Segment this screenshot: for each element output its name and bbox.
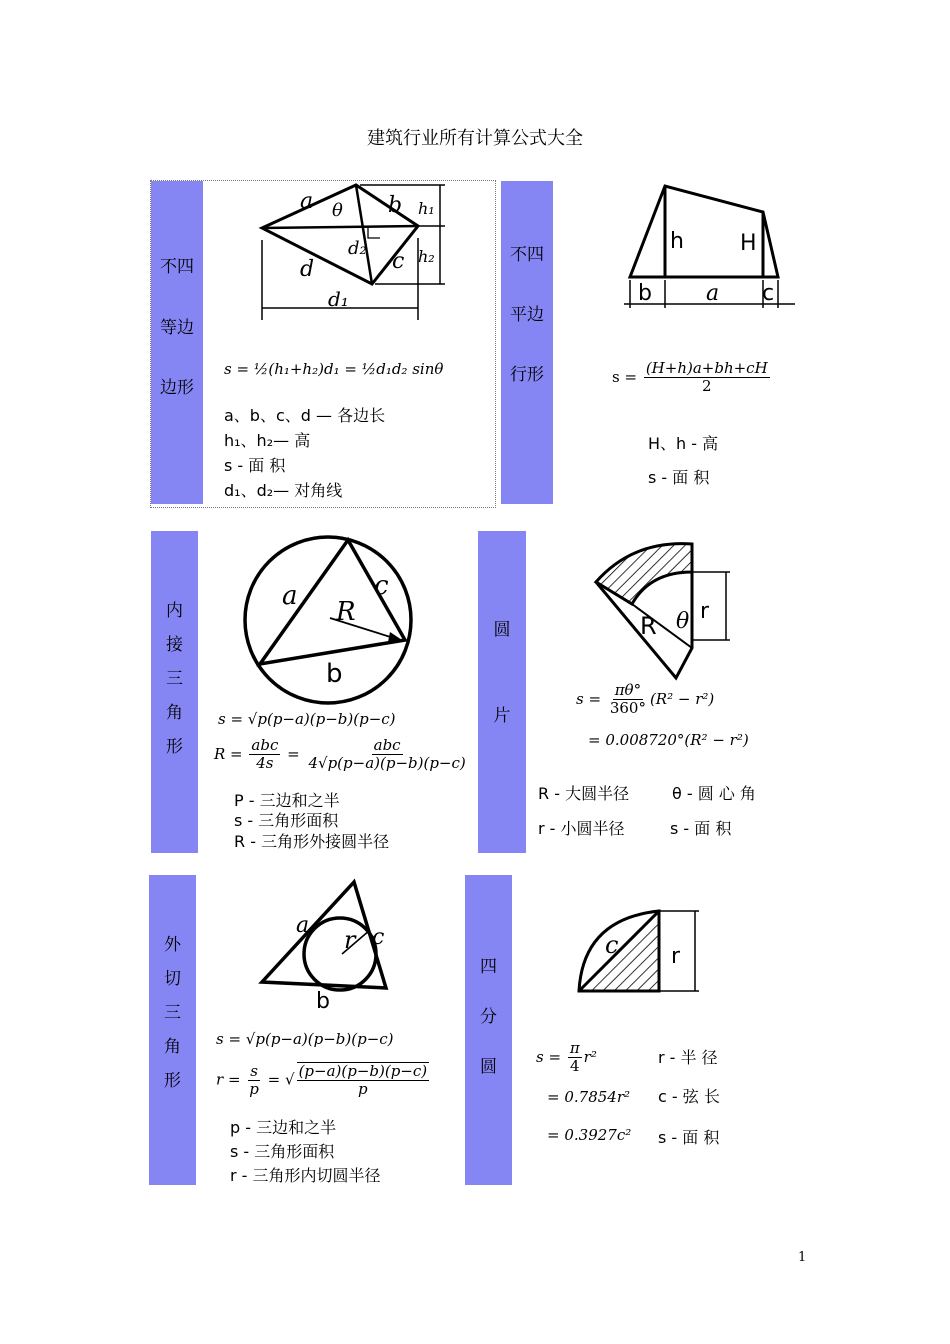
trap-label-band [501,181,553,504]
quarter-formula-num: π [569,1039,580,1057]
ring-legend-area: s - 面 积 [670,819,732,838]
page-number: 1 [798,1250,807,1265]
circum-area-formula: s = √p(p−a)(p−b)(p−c) [216,1030,394,1048]
trap-fig-b: b [638,281,652,306]
quarter-formula-den: 4 [569,1057,580,1076]
ring-fig-r: r [700,599,710,624]
inscribed-legend-p: P - 三边和之半 [234,791,340,810]
inscribed-label-5: 形 [166,737,183,757]
ring-formula-den: 360° [609,699,646,718]
ring-label-band [478,531,526,853]
circum-fig-c: c [372,925,385,950]
inscribed-fig-a: a [282,581,298,611]
quad-label-line-3: 边形 [160,378,194,398]
quad-fig-h1: h₁ [418,199,435,218]
trap-fig-H: H [740,231,757,256]
trap-fig-c: c [762,281,775,306]
trap-fig-a: a [706,281,720,306]
inscribed-legend-s: s - 三角形面积 [234,811,339,830]
ring-label-2: 片 [493,706,511,726]
trap-figure [620,180,800,310]
inscribed-label-4: 角 [166,703,183,723]
trap-fig-h: h [670,229,684,254]
inscribed-fig-b: b [326,659,343,689]
inscribed-radius-den2: 4√p(p−a)(p−b)(p−c) [308,754,466,773]
quad-fig-theta: θ [332,200,343,221]
ring-area-formula: s = $\frac{\pi\theta^\circ}{360^\circ}$ (R² − r²) [576,681,715,718]
quad-figure [240,180,450,320]
inscribed-label-band [151,531,198,853]
quad-fig-c: c [392,249,405,274]
trap-formula-denominator: 2 [701,377,712,396]
quad-fig-h2: h₂ [418,247,435,266]
circum-label-band [149,875,196,1185]
circum-legend-s: s - 三角形面积 [230,1142,335,1161]
inscribed-area-formula: s = √p(p−a)(p−b)(p−c) [218,710,396,728]
trap-legend-area: s - 面 积 [648,468,710,487]
quad-legend-sides: a、b、c、d — 各边长 [224,406,386,425]
ring-area-formula-numeric: = 0.008720°(R² − r²) [588,731,749,749]
document-title: 建筑行业所有计算公式大全 [367,128,583,149]
inscribed-radius-num2: abc [373,736,401,754]
trap-formula: s = $\frac{(H+h)a+bh+cH}{2}$ [612,359,768,396]
inscribed-radius-num1: abc [251,736,279,754]
quad-formula: s = ½(h₁+h₂)d₁ = ½d₁d₂ sinθ [224,360,444,378]
quad-fig-d1: d₁ [328,287,349,311]
circum-radius-den1: p [249,1079,259,1098]
quarter-label-3: 圆 [480,1057,497,1077]
circum-legend-p: p - 三边和之半 [230,1118,337,1137]
trap-formula-numerator: (H+h)a+bh+cH [645,359,768,377]
quad-label-line-1: 不四 [160,257,194,277]
circum-fig-a: a [296,913,310,938]
circum-fig-b: b [316,989,330,1014]
trap-legend-heights: H、h - 高 [648,434,719,453]
quarter-legend-r: r - 半 径 [658,1048,718,1067]
inscribed-label-2: 接 [166,635,183,655]
ring-legend-R: R - 大圆半径 [538,784,630,803]
trap-label-line-3: 行形 [510,365,544,385]
trap-label-line-2: 平边 [510,305,544,325]
quarter-figure [575,905,705,1005]
inscribed-legend-R: R - 三角形外接圆半径 [234,832,390,851]
quarter-label-1: 四 [480,957,497,977]
circum-label-1: 外 [164,935,181,955]
ring-fig-R: R [640,612,657,640]
ring-legend-theta: θ - 圆 心 角 [672,784,756,803]
circum-label-5: 形 [164,1071,181,1091]
quad-legend-area: s - 面 积 [224,456,286,475]
ring-legend-r: r - 小圆半径 [538,819,625,838]
inscribed-fig-R: R [336,597,356,627]
circum-radius-num1: s [250,1061,258,1080]
ring-formula-num: πθ° [614,681,642,699]
circum-label-2: 切 [164,969,181,989]
circum-radius-den2: p [358,1080,368,1099]
inscribed-radius-den1: 4s [256,754,274,773]
ring-figure [588,540,738,685]
circum-fig-r: r [344,926,356,954]
quarter-label-band [465,875,512,1185]
trap-label-line-1: 不四 [510,245,544,265]
quad-label-line-2: 等边 [160,318,194,338]
quad-fig-d2: d₂ [348,238,367,259]
circum-radius-formula: r = $\frac{s}{p}$ = √ $\frac{(p-a)(p-b)(p-c)}{p}$ [216,1061,428,1099]
quarter-area-formula-r: = 0.7854r² [547,1088,631,1106]
circum-label-3: 三 [164,1003,181,1023]
quarter-fig-c: c [605,931,619,959]
quad-legend-heights: h₁、h₂— 高 [224,431,311,450]
quad-fig-d: d [300,257,315,282]
inscribed-label-1: 内 [166,601,183,621]
circum-label-4: 角 [164,1037,181,1057]
ring-label-1: 圆 [493,620,511,640]
quarter-fig-r: r [671,944,681,969]
inscribed-fig-c: c [374,571,389,601]
inscribed-figure [240,532,416,708]
quarter-area-formula-c: = 0.3927c² [547,1126,632,1144]
circum-radius-num2: (p−a)(p−b)(p−c) [298,1062,428,1080]
quad-fig-a: a [300,189,314,214]
quarter-legend-c: c - 弦 长 [658,1087,720,1106]
quarter-area-formula: s = $\frac{\pi}{4}$ r² [536,1039,597,1076]
inscribed-label-3: 三 [166,669,183,689]
inscribed-radius-formula: R = $\frac{\text{abc}}{4s}$ = $\frac{\text{abc}}{4√p(p-a)(p-b)(p-c)}$ [214,736,466,773]
quarter-label-2: 分 [480,1007,497,1027]
quad-legend-diagonals: d₁、d₂— 对角线 [224,481,343,500]
circum-legend-r: r - 三角形内切圆半径 [230,1166,381,1185]
ring-fig-theta: θ [676,609,690,634]
circum-figure [258,880,398,1014]
quarter-legend-s: s - 面 积 [658,1128,720,1147]
ring-formula-tail: (R² − r²) [649,689,715,708]
quad-fig-b: b [388,193,403,218]
